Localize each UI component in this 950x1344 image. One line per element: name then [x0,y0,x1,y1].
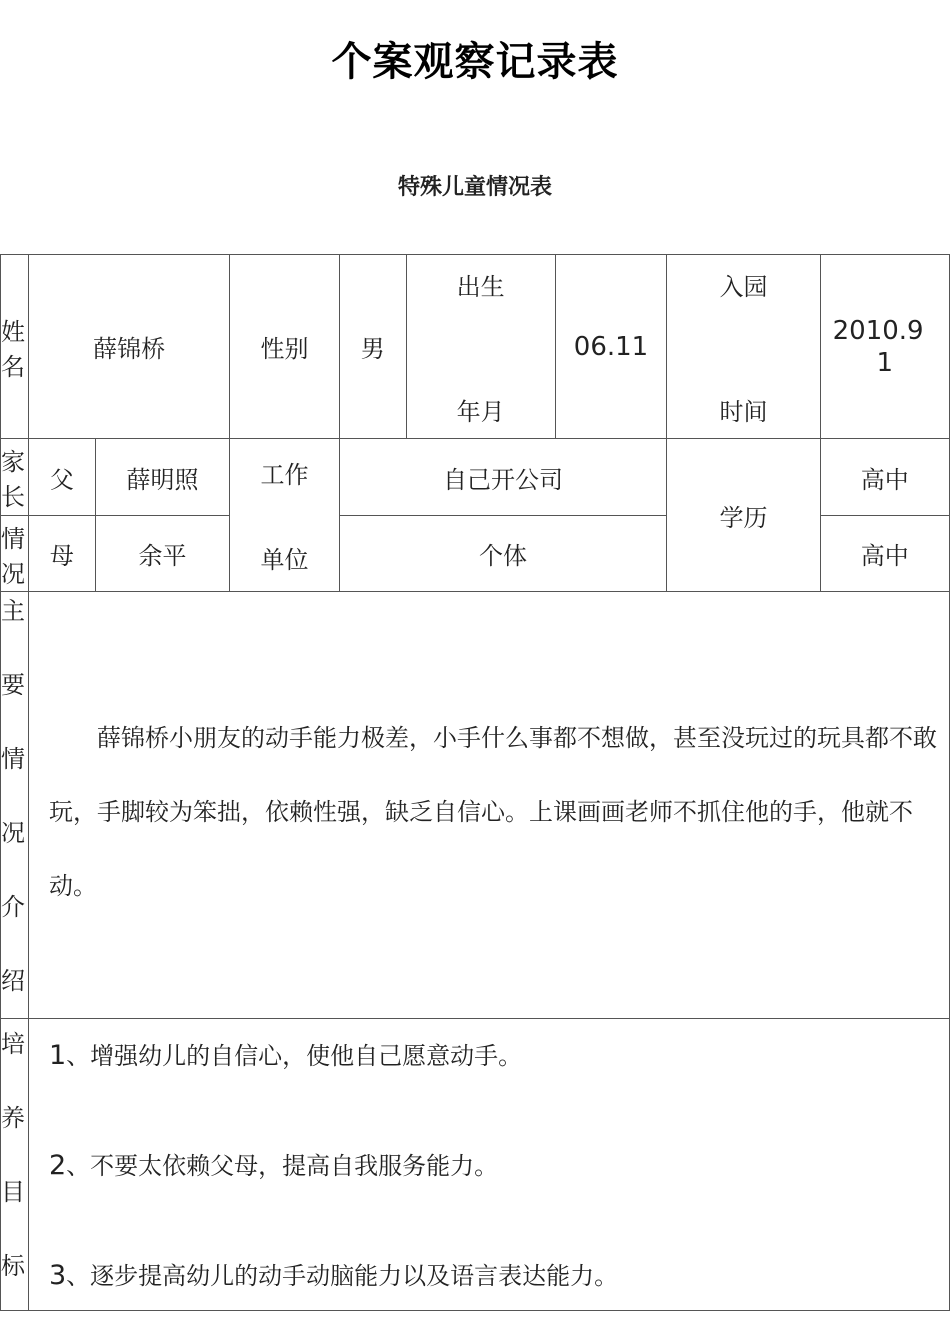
mother-education: 高中 [820,516,949,592]
mother-work: 个体 [339,516,666,592]
situation-description [29,592,950,1019]
enroll-value [820,255,949,439]
work-label [230,439,340,592]
situation-label-line2: 情况 [1,745,25,847]
father-education: 高中 [820,439,949,516]
basic-info-row [1,255,950,439]
education-label: 学历 [667,439,820,592]
mother-name: 余平 [95,516,230,592]
situation-label [1,592,29,1019]
father-work: 自己开公司 [339,439,666,516]
document-title: 个案观察记录表 [331,39,619,85]
goal-item-2: 2、不要太依赖父母，提高自我服务能力。 [49,1149,499,1181]
situation-label-line3: 介绍 [1,893,25,995]
enroll-label-line2: 时间 [719,397,768,426]
enroll-value-line1: 2010.9 [832,315,924,346]
goal-item-3: 3、逐步提高幼儿的动手动脑能力以及语言表达能力。 [49,1259,619,1291]
work-label-line2: 单位 [260,546,309,574]
situation-label-line1: 主要 [1,597,25,699]
goals-label [1,1019,29,1311]
birth-value: 06.11 [555,255,667,439]
enroll-label-line1: 入园 [719,272,768,301]
work-label-line1: 工作 [260,461,309,489]
parents-label-1: 家长 [1,439,29,516]
mother-label: 母 [29,516,96,592]
goal-item-1: 1、增强幼儿的自信心，使他自己愿意动手。 [49,1039,523,1071]
parents-label-2: 情况 [1,516,29,592]
name-value: 薛锦桥 [29,255,230,439]
child-info-table [0,254,950,1311]
father-label: 父 [29,439,96,516]
birth-label [406,255,555,439]
enroll-label [667,255,820,439]
father-name: 薛明照 [95,439,230,516]
birth-label-line2: 年月 [456,397,505,426]
goals-label-line2: 目标 [1,1177,25,1280]
name-label: 姓名 [1,255,29,439]
father-row [1,439,950,516]
situation-row [1,592,950,1019]
gender-label: 性别 [230,255,340,439]
situation-text: 薛锦桥小朋友的动手能力极差，小手什么事都不想做，甚至没玩过的玩具都不敢玩，手脚较为笨拙，依赖性强，缺乏自信心。上课画画老师不抓住他的手，他就不动。 [49,724,937,900]
form-subtitle: 特殊儿童情况表 [397,175,552,200]
goals-row [1,1019,950,1311]
goals-list [29,1019,950,1311]
birth-label-line1: 出生 [456,272,505,301]
gender-value: 男 [339,255,406,439]
goals-label-line1: 培养 [1,1029,25,1132]
enroll-value-line2: 1 [876,347,894,378]
